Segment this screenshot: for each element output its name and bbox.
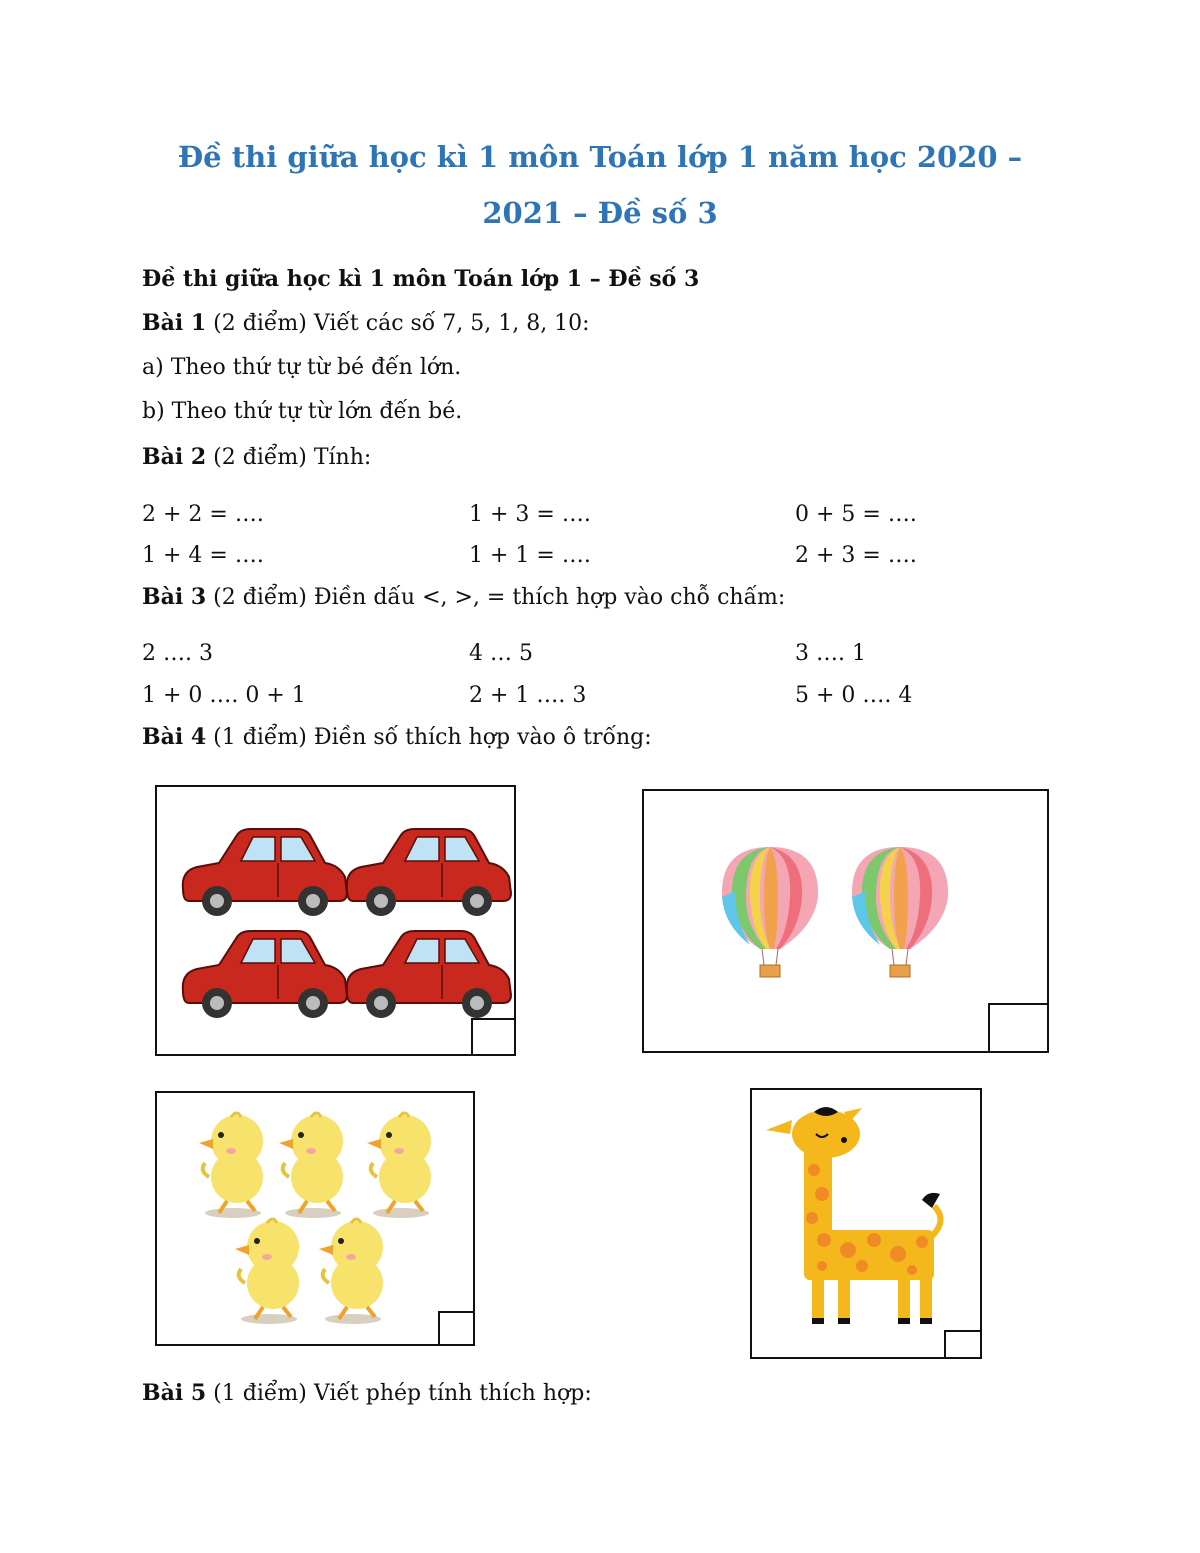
bai1-part-b: b) Theo thứ tự từ lớn đến bé.: [142, 399, 463, 424]
giraffe-icon: [766, 1107, 941, 1324]
car-icon: [347, 829, 511, 916]
chick-icon: [235, 1219, 299, 1324]
balloon-icon: [852, 847, 948, 977]
car-icon: [347, 931, 511, 1018]
chick-icon: [199, 1113, 263, 1218]
bai3-item: 2 + 1 …. 3: [469, 683, 587, 708]
answer-box[interactable]: [471, 1018, 516, 1056]
bai3-item: 5 + 0 …. 4: [795, 683, 913, 708]
bai5-label: Bài 5: [142, 1380, 207, 1406]
section-heading: Đề thi giữa học kì 1 môn Toán lớp 1 – Đề số 3: [142, 266, 700, 292]
bai5-text: (1 điểm) Viết phép tính thích hợp:: [206, 1381, 592, 1406]
bai3-item: 1 + 0 …. 0 + 1: [142, 683, 306, 708]
bai2-item: 1 + 4 = ….: [142, 543, 264, 568]
bai2-item: 2 + 2 = ….: [142, 502, 264, 527]
bai2-item: 1 + 1 = ….: [469, 543, 591, 568]
car-icon: [183, 931, 347, 1018]
answer-box[interactable]: [988, 1003, 1049, 1053]
doc-title-line2: 2021 – Đề số 3: [482, 196, 718, 230]
bai2-item: 2 + 3 = ….: [795, 543, 917, 568]
bai3-prompt: [142, 584, 785, 610]
bai3-item: 4 … 5: [469, 641, 533, 666]
bai2-item: 1 + 3 = ….: [469, 502, 591, 527]
chick-icon: [319, 1219, 383, 1324]
car-icon: [183, 829, 347, 916]
doc-title-line1: Đề thi giữa học kì 1 môn Toán lớp 1 năm học 2020 –: [177, 140, 1023, 174]
cars-illustration: [157, 787, 518, 1058]
picture-box-balloons: [642, 789, 1049, 1053]
answer-box[interactable]: [944, 1330, 982, 1359]
bai3-item: 2 …. 3: [142, 641, 213, 666]
chicks-illustration: [157, 1093, 477, 1348]
bai4-label: Bài 4: [142, 724, 207, 750]
bai5-prompt: [142, 1380, 592, 1406]
bai2-prompt: [142, 444, 371, 470]
bai2-text: (2 điểm) Tính:: [206, 445, 372, 470]
bai3-label: Bài 3: [142, 584, 207, 610]
answer-box[interactable]: [438, 1311, 475, 1346]
bai3-text: (2 điểm) Điền dấu <, >, = thích hợp vào chỗ chấm:: [206, 585, 786, 610]
bai4-prompt: [142, 724, 652, 750]
bai1-prompt: [142, 310, 590, 336]
bai2-label: Bài 2: [142, 444, 207, 470]
chick-icon: [367, 1113, 431, 1218]
bai1-text: (2 điểm) Viết các số 7, 5, 1, 8, 10:: [206, 311, 590, 336]
picture-box-chicks: [155, 1091, 475, 1346]
bai4-text: (1 điểm) Điền số thích hợp vào ô trống:: [206, 725, 652, 750]
bai2-item: 0 + 5 = ….: [795, 502, 917, 527]
giraffe-illustration: [752, 1090, 984, 1361]
bai1-part-a: a) Theo thứ tự từ bé đến lớn.: [142, 355, 462, 380]
chick-icon: [279, 1113, 343, 1218]
picture-box-cars: [155, 785, 516, 1056]
bai3-item: 3 …. 1: [795, 641, 866, 666]
picture-box-giraffe: [750, 1088, 982, 1359]
balloon-icon: [722, 847, 818, 977]
bai1-label: Bài 1: [142, 310, 207, 336]
